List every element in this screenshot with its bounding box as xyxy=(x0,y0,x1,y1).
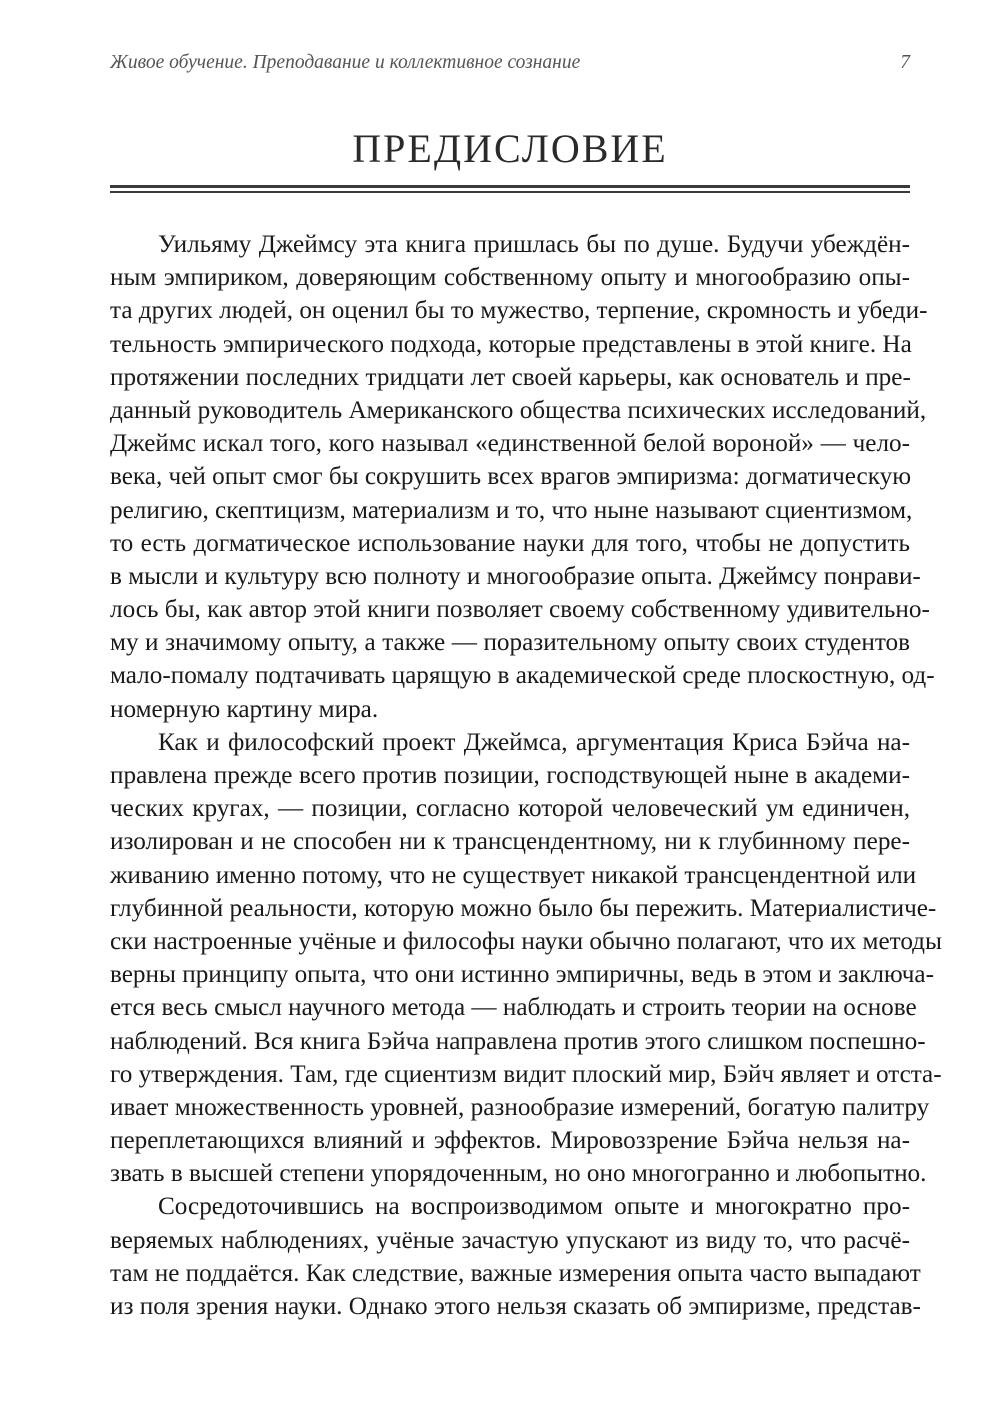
text-line: религию, скептицизм, материализм и то, что ныне называют сциентизмом, xyxy=(110,496,913,524)
title-rule-thin xyxy=(110,191,910,193)
chapter-title-text: ПРЕДИСЛОВИЕ xyxy=(352,126,668,171)
body-text xyxy=(110,228,942,1323)
text-line: переплетающихся влияний и эффектов. Мировоззрение Бэйча нельзя на- xyxy=(110,1127,910,1155)
text-line: правлена прежде всего против позиции, господствующей ныне в академи- xyxy=(110,762,910,789)
text-line: наблюдений. Вся книга Бэйча направлена против этого слишком поспешно- xyxy=(110,1027,926,1055)
text-line: живанию именно потому, что не существует никакой трансцендентной или xyxy=(110,861,917,889)
text-line: та других людей, он оценил бы то мужество, терпение, скромность и убеди- xyxy=(110,297,928,325)
text-line: ется весь смысл научного метода — наблюдать и строить теории на основе xyxy=(110,994,917,1022)
paragraph xyxy=(110,228,935,726)
text-line: данный руководитель Американского общества психических исследований, xyxy=(110,396,927,424)
text-line: глубинной реальности, которую можно было бы пережить. Материалистиче- xyxy=(110,894,937,922)
text-line: ивает множественность уровней, разнообразие измерений, богатую палитру xyxy=(110,1093,930,1121)
text-line: Уильяму Джеймсу эта книга пришлась бы по душе. Будучи убеждён- xyxy=(158,231,910,258)
text-line: ски настроенные учёные и философы науки обычно полагают, что их методы xyxy=(110,927,942,955)
text-line: ческих кругах, — позиции, согласно которой человеческий ум единичен, xyxy=(110,795,910,823)
text-line: ным эмпириком, доверяющим собственному опыту и многообразию опы- xyxy=(110,264,910,292)
text-line: номерную картину мира. xyxy=(110,695,379,723)
text-line: века, чей опыт смог бы сокрушить всех врагов эмпиризма: догматическую xyxy=(110,463,912,491)
page-number: 7 xyxy=(900,52,910,73)
running-head xyxy=(110,52,910,82)
text-line: в мысли и культуру всю полноту и многообразие опыта. Джеймсу понрави- xyxy=(110,562,921,590)
text-line: Как и философский проект Джеймса, аргументация Криса Бэйча на- xyxy=(158,728,910,756)
text-line: му и значимому опыту, а также — поразительному опыту своих студентов xyxy=(110,629,910,657)
text-line: из поля зрения науки. Однако этого нельзя сказать об эмпиризме, представ- xyxy=(110,1293,921,1320)
text-line: протяжении последних тридцати лет своей карьеры, как основатель и пре- xyxy=(110,363,911,391)
text-line: звать в высшей степени упорядоченным, но оно многогранно и любопытно. xyxy=(110,1160,927,1188)
text-line: го утверждения. Там, где сциентизм видит плоский мир, Бэйч являет и отста- xyxy=(110,1060,942,1088)
text-line: изолирован и не способен ни к трансцендентному, ни к глубинному пере- xyxy=(110,828,910,856)
paragraph xyxy=(110,726,942,1191)
text-line: то есть догматическое использование науки для того, чтобы не допустить xyxy=(110,529,910,557)
running-head-title: Живое обучение. Преподавание и коллективное сознание xyxy=(110,52,581,73)
text-line: тельность эмпирического подхода, которые представлены в этой книге. На xyxy=(110,330,912,358)
paragraph xyxy=(110,1190,921,1323)
text-line: Сосредоточившись на воспроизводимом опыте и многократно про- xyxy=(158,1193,910,1221)
text-line: лось бы, как автор этой книги позволяет своему собственному удивительно- xyxy=(110,596,930,624)
text-line: Джеймс искал того, кого называл «единственной белой вороной» — чело- xyxy=(110,430,910,458)
text-line: верны принципу опыта, что они истинно эмпиричны, ведь в этом и заключа- xyxy=(110,961,934,989)
text-line: веряемых наблюдениях, учёные зачастую упускают из виду то, что расчё- xyxy=(110,1226,910,1254)
title-rule-thick xyxy=(110,185,910,188)
chapter-title xyxy=(110,124,910,174)
text-line: мало-помалу подтачивать царящую в академической среде плоскостную, од- xyxy=(110,662,935,690)
text-line: там не поддаётся. Как следствие, важные измерения опыта часто выпадают xyxy=(110,1259,921,1287)
